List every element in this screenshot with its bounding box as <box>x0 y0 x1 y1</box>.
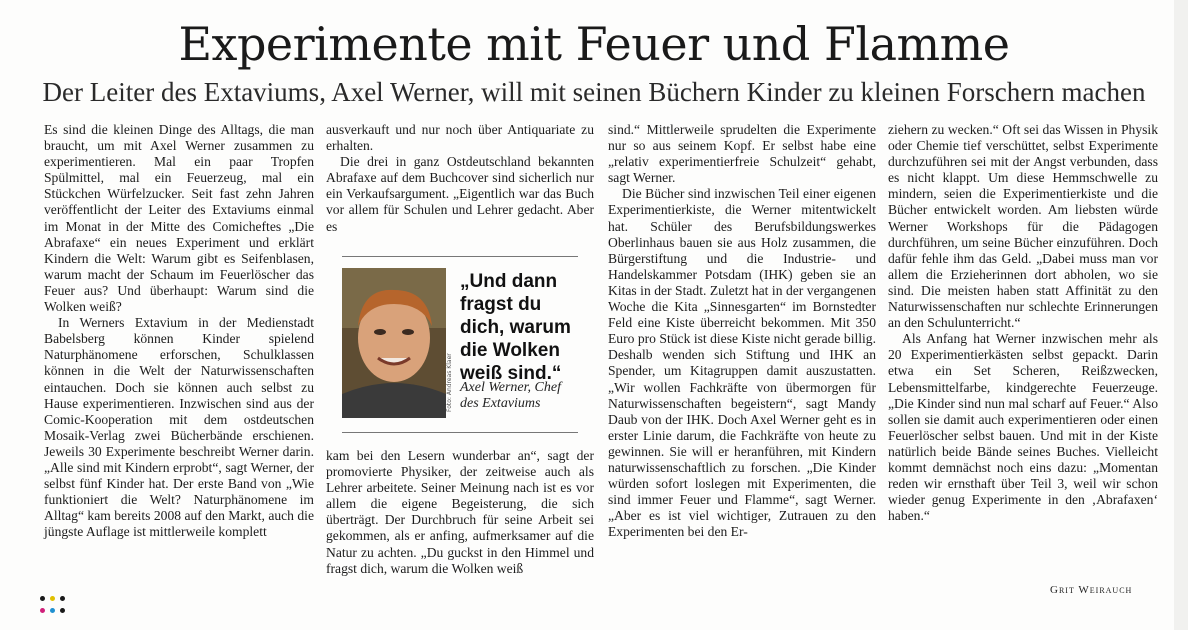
paragraph: ziehern zu wecken.“ Oft sei das Wissen in Physik oder Chemie tief verschüttet, selbst Experimente durchzuführen sei mit der Angst verbunden, dass es nicht klappt. Um diese Hemmschwelle zu mindern, seien die Experimentierkiste und die Bücher entwickelt worden. Am liebsten würde Werner Workshops für die Pädagogen durchführen, um seine Bücher einzuführen. Doch dafür fehle ihm das Geld. „Dabei muss man vor allem die Erzieherinnen dort abholen, wo sie sind. Die meisten haben statt Affinität zu den Naturwissenschaften nur schlechte Erinnerungen an den Schulunterricht.“ <box>888 122 1158 331</box>
paragraph: sind.“ Mittlerweile sprudelten die Experimente nur so aus seinem Kopf. Er selbst habe eine „relativ experimentierfreie Schulzeit“ gehabt, sagt Werner. <box>608 122 876 186</box>
paragraph: Die Bücher sind inzwischen Teil einer eigenen Experimentierkiste, die Werner mitentwickelt hat. Schüler des Berufsbildungswerkes Oberlinhaus bauen sie aus Holz zusammen, die Bürgerstiftung und die Industrie- und Handelskammer Potsdam (IHK) geben sie an Kitas in der Stadt. Zuletzt hat in der vergangenen Woche die Kita „Sinnesgarten“ im Bornstedter Feld eine Kiste überreicht bekommen. Mit 350 Euro pro Stück ist diese Kiste nicht gerade billig. Deshalb wenden sich Stiftung und IHK an Spender, um Kitagruppen damit auszustatten. „Wir wollen Fachkräfte von übermorgen für Naturwissenschaften begeistern“, sagt Mandy Daub von der IHK. Doch Axel Werner geht es in erster Linie darum, die Fachkräfte von heute zu gewinnen. Sie will er heranführen, mit Kindern naturwissenschaftlich zu forschen. „Die Kinder würden sofort loslegen mit Experimenten, die sind immer Feuer und Flamme“, sagt Werner. „Aber es ist viel wichtiger, Zutrauen zu den Experimenten bei den Er- <box>608 186 876 540</box>
registration-dot <box>60 608 65 613</box>
headline: Experimente mit Feuer und Flamme <box>178 17 1010 71</box>
pull-quote-box <box>342 256 578 434</box>
paragraph: In Werners Extavium in der Medienstadt Babelsberg können Kinder spielend Naturphänomene erforschen, Schulklassen können in die Welt der Naturwissenschaften eintauchen. Doch sie können auch selbst zu Hause experimentieren. Inzwischen sind aus der Comic-Kooperation mit dem ostdeutschen Mosaik-Verlag zwei Bücherbände erschienen. Jeweils 30 Experimente beschreibt Werner darin. „Alle sind mit Kindern erprobt“, sagt Werner, der selbst fünf Kinder hat. Der erste Band von „Wie funktioniert die Welt? Naturphänomene im Alltag“ kam bereits 2008 auf den Markt, auch die jüngste Auflage ist mittlerweile komplett <box>44 315 314 540</box>
article-column-3 <box>608 122 876 540</box>
portrait-photo <box>342 268 446 418</box>
article-column-1 <box>44 122 314 540</box>
paragraph: ausverkauft und nur noch über Antiquariate zu erhalten. <box>326 122 594 154</box>
article-column-2-bottom <box>326 448 594 577</box>
registration-dot <box>40 608 45 613</box>
registration-dot <box>50 608 55 613</box>
paragraph: Die drei in ganz Ostdeutschland bekannten Abrafaxe auf dem Buchcover sind sicherlich nur ein Verkaufsargument. „Eigentlich war das Buch vor allem für Schulen und Lehrer gedacht. Aber es <box>326 154 594 234</box>
color-registration-marks <box>40 596 70 622</box>
portrait-image <box>342 268 446 418</box>
article-column-2-top <box>326 122 594 235</box>
paragraph: Als Anfang hat Werner inzwischen mehr als 20 Experimentierkästen selbst gepackt. Darin etwa ein Set Scheren, Reißzwecken, Lebensmittelfarbe, kindgerechte Feuerzeuge. „Die Kinder sind nun mal scharf auf Feuer.“ Also sollen sie damit auch experimentieren oder einen Feuerlöscher selbst bauen. Und mit in der Kiste natürlich beide Bände seines Buches. Vielleicht kommt demnächst noch eins dazu: „Momentan reden wir ernsthaft über Teil 3, weil wir schon wieder genug Experimente in den ‚Abrafaxen‘ haben.“ <box>888 331 1158 524</box>
paragraph: kam bei den Lesern wunderbar an“, sagt der promovierte Physiker, der zeitweise auch als Lehrer arbeitete. Seiner Meinung nach ist es vor allem die eigene Begeisterung, die sich überträgt. Der Durchbruch für seine Arbeit sei gekommen, als er anfing, aufmerksamer auf die Natur zu achten. „Du guckst in den Himmel und fragst dich, warum die Wolken weiß <box>326 448 594 576</box>
pull-quote-text: „Und dann fragst du dich, warum die Wolken weiß sind.“ <box>460 271 571 384</box>
page-edge <box>1174 0 1188 630</box>
registration-dot <box>60 596 65 601</box>
divider <box>342 432 578 433</box>
registration-dot <box>40 596 45 601</box>
subheadline: Der Leiter des Extaviums, Axel Werner, will mit seinen Büchern Kinder zu kleinen Forschern machen <box>42 77 1146 107</box>
photo-credit: Foto: Andreas Klaer <box>446 353 453 412</box>
registration-dot <box>50 596 55 601</box>
divider <box>342 256 578 257</box>
paragraph: Es sind die kleinen Dinge des Alltags, die man braucht, um mit Axel Werner zusammen zu experimentieren. Mal ein paar Tropfen Spülmittel, mal ein Feuerzeug, mal ein Stückchen Würfelzucker. Seit fast zehn Jahren veröffentlicht der Leiter des Extaviums einmal im Monat in der Mitte des Comicheftes „Die Abrafaxe“ ein neues Experiment und erklärt Kindern die Welt: Warum gibt es Seifenblasen, warum macht der Schaum im Feuerlöscher das Feuer aus? Und überhaupt: Warum sind die Wolken weiß? <box>44 122 314 315</box>
article-column-4 <box>888 122 1158 524</box>
author-byline: Grit Weirauch <box>1050 584 1133 596</box>
pull-quote-attribution: Axel Werner, Chef des Extaviums <box>460 380 561 411</box>
